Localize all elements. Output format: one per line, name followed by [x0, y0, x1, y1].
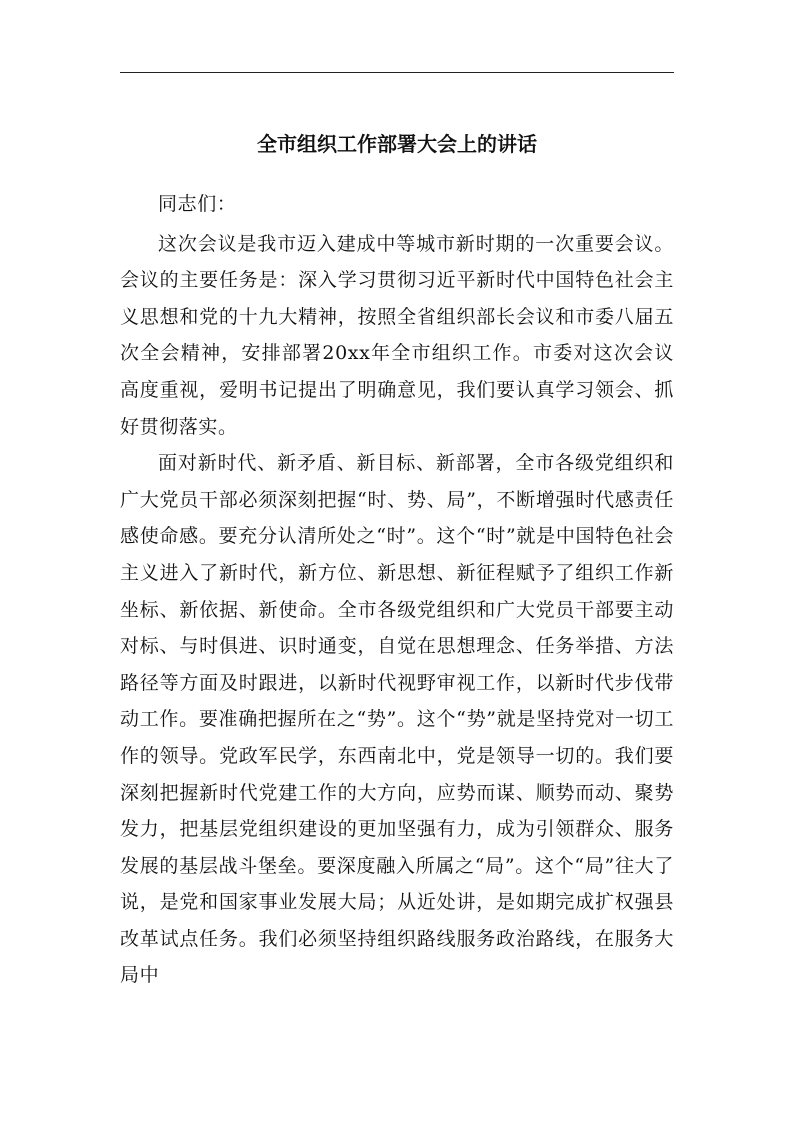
header-rule	[120, 72, 674, 73]
paragraph-1: 这次会议是我市迈入建成中等城市新时期的一次重要会议。会议的主要任务是：深入学习贯彻习近平新时代中国特色社会主义思想和党的十九大精神，按照全省组织部长会议和市委八届五次全会精神，安排部署20xx年全市组织工作。市委对这次会议高度重视，爱明书记提出了明确意见，我们要认真学习领会、抓好贯彻落实。	[120, 232, 674, 438]
document-body	[120, 186, 674, 994]
document-title: 全市组织工作部署大会上的讲话	[257, 132, 537, 156]
paragraph-2: 面对新时代、新矛盾、新目标、新部署，全市各级党组织和广大党员干部必须深刻把握“时、势、局”，不断增强时代感责任感使命感。要充分认清所处之“时”。这个“时”就是中国特色社会主义进入了新时代，新方位、新思想、新征程赋予了组织工作新坐标、新依据、新使命。全市各级党组织和广大党员干部要主动对标、与时俱进、识时通变，自觉在思想理念、任务举措、方法路径等方面及时跟进，以新时代视野审视工作，以新时代步伐带动工作。要准确把握所在之“势”。这个“势”就是坚持党对一切工作的领导。党政军民学，东西南北中，党是领导一切的。我们要深刻把握新时代党建工作的大方向，应势而谋、顺势而动、聚势发力，把基层党组织建设的更加坚强有力，成为引领群众、服务发展的基层战斗堡垒。要深度融入所属之“局”。这个“局”往大了说，是党和国家事业发展大局；从近处讲，是如期完成扩权强县改革试点任务。我们必须坚持组织路线服务政治路线，在服务大局中	[120, 452, 674, 987]
salutation: 同志们：	[158, 193, 237, 215]
